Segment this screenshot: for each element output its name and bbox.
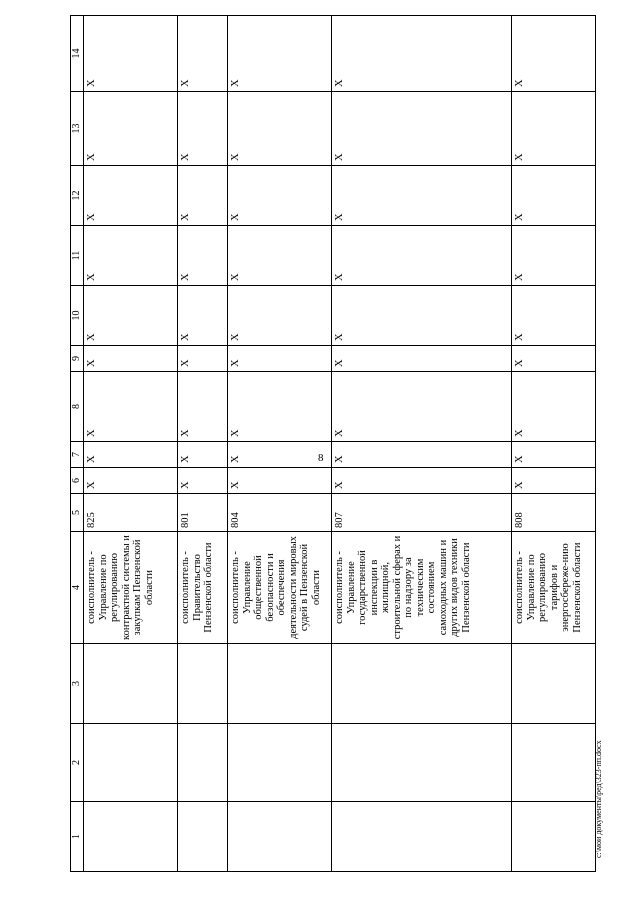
x-mark: X <box>512 372 596 442</box>
x-mark: X <box>228 166 332 226</box>
executor-cell: соисполнитель - Управление по регулированию тарифов и энергосбереже-нию Пензенской области <box>512 532 596 644</box>
header-cell: 5 <box>71 494 84 532</box>
x-mark: X <box>332 346 512 372</box>
x-mark: X <box>84 468 178 494</box>
cell-col1 <box>332 802 512 872</box>
x-mark: X <box>512 468 596 494</box>
file-path-footer: c:\мои документы\ред\323-пп.docx <box>594 740 603 858</box>
table-row <box>178 16 228 872</box>
page-number: 8 <box>318 452 324 464</box>
x-mark: X <box>178 286 228 346</box>
header-cell: 1 <box>71 802 84 872</box>
x-mark: X <box>178 442 228 468</box>
x-mark: X <box>228 346 332 372</box>
cell-col3 <box>332 644 512 724</box>
rotated-table-container <box>70 36 582 872</box>
x-mark: X <box>178 226 228 286</box>
x-mark: X <box>228 92 332 166</box>
x-mark: X <box>512 286 596 346</box>
data-table <box>70 15 596 872</box>
x-mark: X <box>228 286 332 346</box>
x-mark: X <box>332 226 512 286</box>
x-mark: X <box>512 226 596 286</box>
header-row <box>71 16 84 872</box>
table-row <box>332 16 512 872</box>
header-cell: 7 <box>71 442 84 468</box>
x-mark: X <box>178 468 228 494</box>
header-cell: 10 <box>71 286 84 346</box>
cell-col3 <box>178 644 228 724</box>
table-row <box>228 16 332 872</box>
x-mark: X <box>228 442 332 468</box>
cell-col2 <box>178 724 228 802</box>
code-cell: 801 <box>178 494 228 532</box>
cell-col1 <box>178 802 228 872</box>
cell-col2 <box>512 724 596 802</box>
x-mark: X <box>512 166 596 226</box>
x-mark: X <box>178 346 228 372</box>
executor-cell: соисполнитель - Управление государственной инспекции в жилищной, строительной сферах и по надзору за техническим состоянием самоходных машин и других видов техники Пензенской области <box>332 532 512 644</box>
header-cell: 14 <box>71 16 84 92</box>
code-cell: 807 <box>332 494 512 532</box>
x-mark: X <box>84 372 178 442</box>
code-cell: 825 <box>84 494 178 532</box>
x-mark: X <box>332 442 512 468</box>
x-mark: X <box>84 92 178 166</box>
x-mark: X <box>84 166 178 226</box>
x-mark: X <box>512 442 596 468</box>
header-cell: 11 <box>71 226 84 286</box>
header-cell: 9 <box>71 346 84 372</box>
cell-col2 <box>84 724 178 802</box>
x-mark: X <box>178 16 228 92</box>
x-mark: X <box>332 16 512 92</box>
cell-col3 <box>228 644 332 724</box>
cell-col2 <box>332 724 512 802</box>
x-mark: X <box>228 468 332 494</box>
cell-col1 <box>512 802 596 872</box>
table-row <box>84 16 178 872</box>
x-mark: X <box>332 286 512 346</box>
x-mark: X <box>178 92 228 166</box>
executor-cell: соисполнитель - Управление общественной безопасности и обеспечения деятельности мировых судей в Пензенской области <box>228 532 332 644</box>
x-mark: X <box>84 346 178 372</box>
cell-col3 <box>84 644 178 724</box>
header-cell: 3 <box>71 644 84 724</box>
x-mark: X <box>228 226 332 286</box>
code-cell: 808 <box>512 494 596 532</box>
header-cell: 13 <box>71 92 84 166</box>
x-mark: X <box>84 286 178 346</box>
x-mark: X <box>228 16 332 92</box>
header-cell: 12 <box>71 166 84 226</box>
cell-col3 <box>512 644 596 724</box>
x-mark: X <box>512 92 596 166</box>
x-mark: X <box>512 346 596 372</box>
x-mark: X <box>178 166 228 226</box>
header-cell: 4 <box>71 532 84 644</box>
header-cell: 2 <box>71 724 84 802</box>
x-mark: X <box>332 166 512 226</box>
x-mark: X <box>178 372 228 442</box>
x-mark: X <box>332 372 512 442</box>
executor-cell: соисполнитель - Управление по регулированию контрактной системы и закупкам Пензенской области <box>84 532 178 644</box>
header-cell: 6 <box>71 468 84 494</box>
code-cell: 804 <box>228 494 332 532</box>
executor-cell: соисполнитель - Правительство Пензенской области <box>178 532 228 644</box>
cell-col2 <box>228 724 332 802</box>
x-mark: X <box>228 372 332 442</box>
x-mark: X <box>84 226 178 286</box>
x-mark: X <box>332 468 512 494</box>
header-cell: 8 <box>71 372 84 442</box>
cell-col1 <box>84 802 178 872</box>
cell-col1 <box>228 802 332 872</box>
x-mark: X <box>84 16 178 92</box>
x-mark: X <box>512 16 596 92</box>
table-row <box>512 16 596 872</box>
x-mark: X <box>84 442 178 468</box>
x-mark: X <box>332 92 512 166</box>
